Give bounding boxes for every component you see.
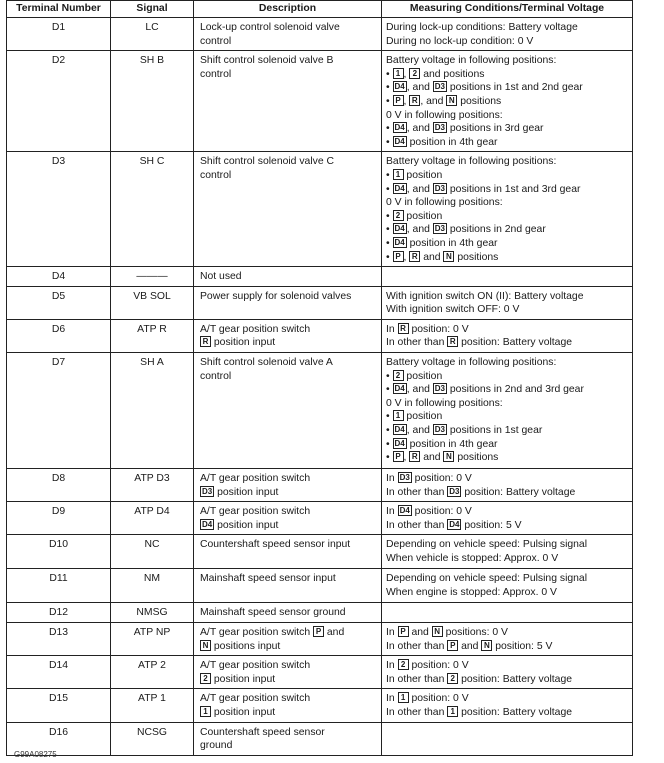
- terminal-number-cell: D15: [7, 689, 111, 722]
- position-symbol-icon: D4: [399, 506, 410, 516]
- position-symbol-icon: 1: [447, 706, 458, 717]
- signal-cell: ATP R: [111, 319, 194, 352]
- description-line: Mainshaft speed sensor input: [200, 573, 336, 585]
- condition-line: • D4 , and D3 positions in 2nd and 3rd gear: [386, 384, 584, 396]
- description-line: Mainshaft speed sensor ground: [200, 607, 346, 619]
- position-symbol-icon: D3: [434, 425, 445, 435]
- description-line: Shift control solenoid valve A: [200, 357, 333, 369]
- position-symbol-icon: D3: [434, 123, 445, 133]
- condition-line: When engine is stopped: Approx. 0 V: [386, 587, 557, 599]
- terminal-number-cell: D14: [7, 656, 111, 689]
- condition-line: During lock-up conditions: Battery voltage: [386, 22, 578, 33]
- table-row: [7, 51, 633, 152]
- position-symbol-icon: P: [398, 626, 409, 637]
- position-symbol-icon: 1: [393, 68, 404, 79]
- table-row: [7, 722, 633, 755]
- position-symbol-icon: D4: [202, 519, 213, 529]
- table-row: [7, 603, 633, 623]
- table-row: [7, 569, 633, 603]
- table-row: [7, 502, 633, 535]
- condition-line: In other than P and N position: 5 V: [386, 640, 553, 652]
- description-line: control: [200, 370, 232, 382]
- signal-cell: ATP 1: [111, 689, 194, 722]
- conditions-cell: [382, 267, 633, 287]
- description-line: 1 position input: [200, 706, 377, 720]
- terminal-number-cell: D2: [7, 51, 111, 152]
- position-symbol-icon: 2: [409, 68, 420, 79]
- signal-cell: ———: [111, 267, 194, 287]
- condition-line: • D4 , and D3 positions in 1st gear: [386, 425, 543, 437]
- terminal-table: [6, 0, 633, 756]
- position-symbol-icon: D3: [434, 183, 445, 193]
- table-row: [7, 18, 633, 51]
- position-symbol-icon: D4: [394, 136, 405, 146]
- conditions-cell: [382, 502, 633, 535]
- position-symbol-icon: R: [409, 95, 420, 106]
- position-symbol-icon: 1: [200, 706, 211, 717]
- condition-line: Battery voltage in following positions:: [386, 55, 557, 67]
- position-symbol-icon: D3: [399, 473, 410, 483]
- position-symbol-icon: 1: [398, 692, 409, 703]
- description-cell: [194, 319, 382, 352]
- conditions-cell: [382, 569, 633, 603]
- description-line: control: [200, 68, 232, 80]
- position-symbol-icon: D3: [434, 384, 445, 394]
- condition-line: • P , R , and N positions: [386, 95, 502, 107]
- terminal-number-cell: D6: [7, 319, 111, 352]
- signal-cell: VB SOL: [111, 286, 194, 319]
- condition-line: 0 V in following positions:: [386, 197, 503, 209]
- position-symbol-icon: P: [393, 451, 404, 462]
- position-symbol-icon: D4: [394, 438, 405, 448]
- description-line: N positions input: [200, 640, 377, 654]
- description-line: 2 position input: [200, 673, 377, 687]
- description-line: R position input: [200, 336, 377, 350]
- condition-line: In D4 position: 0 V: [386, 506, 472, 518]
- condition-line: • 1 position: [386, 411, 443, 423]
- condition-line: In 2 position: 0 V: [386, 660, 469, 672]
- description-line: A/T gear position switch: [200, 473, 311, 485]
- table-row: [7, 689, 633, 722]
- terminal-number-cell: D10: [7, 535, 111, 569]
- description-line: Countershaft speed sensor input: [200, 539, 351, 551]
- condition-line: With ignition switch ON (II): Battery voltage: [386, 290, 584, 302]
- conditions-cell: [382, 623, 633, 656]
- position-symbol-icon: D3: [449, 486, 460, 496]
- condition-line: • D4 position in 4th gear: [386, 438, 498, 450]
- header-signal: Signal: [111, 1, 194, 18]
- conditions-cell: [382, 603, 633, 623]
- condition-line: • D4 , and D3 positions in 2nd gear: [386, 224, 546, 236]
- condition-line: • 1 position: [386, 169, 443, 181]
- description-line: D3 position input: [202, 486, 279, 498]
- description-line: ground: [200, 740, 233, 752]
- description-cell: [194, 51, 382, 152]
- description-cell: [194, 502, 382, 535]
- position-symbol-icon: R: [409, 451, 420, 462]
- terminal-number-cell: D12: [7, 603, 111, 623]
- table-row: [7, 623, 633, 656]
- condition-line: • 2 position: [386, 370, 443, 382]
- position-symbol-icon: P: [447, 640, 458, 651]
- position-symbol-icon: D4: [394, 425, 405, 435]
- description-cell: [194, 656, 382, 689]
- signal-cell: NCSG: [111, 722, 194, 755]
- signal-cell: ATP 2: [111, 656, 194, 689]
- condition-line: Depending on vehicle speed: Pulsing signal: [386, 539, 588, 551]
- condition-line: In other than R position: Battery voltage: [386, 337, 573, 349]
- conditions-cell: [382, 51, 633, 152]
- position-symbol-icon: D3: [434, 82, 445, 92]
- signal-cell: NMSG: [111, 603, 194, 623]
- description-line: control: [200, 35, 232, 47]
- description-line: Not used: [200, 271, 242, 283]
- position-symbol-icon: N: [481, 640, 492, 651]
- condition-line: • 1 , 2 and positions: [386, 68, 485, 80]
- signal-cell: LC: [111, 18, 194, 51]
- terminal-number-cell: D13: [7, 623, 111, 656]
- header-row: [7, 1, 633, 18]
- description-cell: [194, 535, 382, 569]
- conditions-cell: [382, 689, 633, 722]
- description-line: Countershaft speed sensor: [200, 726, 325, 738]
- conditions-cell: [382, 286, 633, 319]
- description-cell: [194, 623, 382, 656]
- position-symbol-icon: 2: [393, 210, 404, 221]
- terminal-number-cell: D5: [7, 286, 111, 319]
- condition-line: In 1 position: 0 V: [386, 693, 469, 705]
- position-symbol-icon: P: [393, 251, 404, 262]
- description-line: D4 position input: [202, 519, 279, 531]
- position-symbol-icon: 1: [393, 169, 404, 180]
- position-symbol-icon: D4: [394, 384, 405, 394]
- position-symbol-icon: 2: [447, 673, 458, 684]
- conditions-cell: [382, 18, 633, 51]
- signal-cell: SH B: [111, 51, 194, 152]
- condition-line: • D4 position in 4th gear: [386, 237, 498, 249]
- position-symbol-icon: D4: [394, 237, 405, 247]
- terminal-number-cell: D4: [7, 267, 111, 287]
- position-symbol-icon: 2: [398, 659, 409, 670]
- description-line: A/T gear position switch: [200, 660, 311, 672]
- conditions-cell: [382, 535, 633, 569]
- position-symbol-icon: N: [446, 95, 457, 106]
- condition-line: In other than D4 position: 5 V: [386, 519, 522, 531]
- condition-line: • P , R and N positions: [386, 251, 499, 263]
- conditions-cell: [382, 469, 633, 502]
- signal-cell: ATP D3: [111, 469, 194, 502]
- description-cell: [194, 722, 382, 755]
- terminal-number-cell: D8: [7, 469, 111, 502]
- position-symbol-icon: D3: [434, 224, 445, 234]
- position-symbol-icon: D4: [394, 82, 405, 92]
- header-measuring-conditions: Measuring Conditions/Terminal Voltage: [382, 1, 633, 18]
- condition-line: During no lock-up condition: 0 V: [386, 35, 534, 47]
- terminal-number-cell: D16: [7, 722, 111, 755]
- description-cell: [194, 353, 382, 469]
- condition-line: 0 V in following positions:: [386, 109, 503, 121]
- condition-line: Battery voltage in following positions:: [386, 156, 557, 168]
- condition-line: In P and N positions: 0 V: [386, 627, 508, 639]
- signal-cell: ATP D4: [111, 502, 194, 535]
- description-cell: [194, 18, 382, 51]
- description-line: Lock-up control solenoid valve: [200, 22, 340, 33]
- position-symbol-icon: D4: [394, 224, 405, 234]
- conditions-cell: [382, 722, 633, 755]
- position-symbol-icon: D3: [202, 486, 213, 496]
- position-symbol-icon: N: [443, 251, 454, 262]
- description-cell: [194, 603, 382, 623]
- description-cell: [194, 152, 382, 267]
- condition-line: • D4 , and D3 positions in 1st and 3rd gear: [386, 183, 581, 195]
- condition-line: 0 V in following positions:: [386, 397, 503, 409]
- description-line: A/T gear position switch: [200, 506, 311, 518]
- description-line: Shift control solenoid valve C: [200, 156, 334, 168]
- table-row: [7, 267, 633, 287]
- terminal-number-cell: D3: [7, 152, 111, 267]
- table-row: [7, 656, 633, 689]
- condition-line: Battery voltage in following positions:: [386, 357, 557, 369]
- table-row: [7, 535, 633, 569]
- condition-line: • D4 position in 4th gear: [386, 136, 498, 148]
- condition-line: When vehicle is stopped: Approx. 0 V: [386, 553, 559, 565]
- position-symbol-icon: N: [432, 626, 443, 637]
- position-symbol-icon: 2: [200, 673, 211, 684]
- condition-line: In other than 1 position: Battery voltage: [386, 707, 573, 718]
- conditions-cell: [382, 319, 633, 352]
- condition-line: • P , R and N positions: [386, 452, 499, 464]
- position-symbol-icon: R: [409, 251, 420, 262]
- signal-cell: SH A: [111, 353, 194, 469]
- conditions-cell: [382, 656, 633, 689]
- terminal-number-cell: D7: [7, 353, 111, 469]
- description-cell: [194, 569, 382, 603]
- position-symbol-icon: N: [200, 640, 211, 651]
- position-symbol-icon: R: [200, 336, 211, 347]
- table-row: [7, 319, 633, 352]
- description-cell: [194, 286, 382, 319]
- terminal-number-cell: D11: [7, 569, 111, 603]
- position-symbol-icon: 1: [393, 410, 404, 421]
- terminal-number-cell: D1: [7, 18, 111, 51]
- description-line: A/T gear position switch: [200, 693, 311, 705]
- description-cell: [194, 267, 382, 287]
- description-line: control: [200, 169, 232, 181]
- condition-line: In other than D3 position: Battery voltage: [386, 486, 576, 498]
- position-symbol-icon: N: [443, 451, 454, 462]
- table-row: [7, 353, 633, 469]
- signal-cell: SH C: [111, 152, 194, 267]
- condition-line: Depending on vehicle speed: Pulsing signal: [386, 573, 588, 585]
- position-symbol-icon: D4: [394, 123, 405, 133]
- signal-cell: NM: [111, 569, 194, 603]
- description-cell: [194, 469, 382, 502]
- condition-line: In D3 position: 0 V: [386, 473, 472, 485]
- table-row: [7, 286, 633, 319]
- terminal-number-cell: D9: [7, 502, 111, 535]
- description-line: A/T gear position switch: [200, 323, 311, 335]
- condition-line: In other than 2 position: Battery voltage: [386, 673, 573, 685]
- position-symbol-icon: D4: [449, 519, 460, 529]
- position-symbol-icon: 2: [393, 370, 404, 381]
- position-symbol-icon: P: [393, 95, 404, 106]
- description-line: A/T gear position switch P and: [200, 627, 345, 639]
- condition-line: • 2 position: [386, 210, 443, 222]
- position-symbol-icon: R: [398, 323, 409, 334]
- condition-line: In R position: 0 V: [386, 323, 469, 335]
- condition-line: • D4 , and D3 positions in 1st and 2nd gear: [386, 82, 583, 94]
- header-description: Description: [194, 1, 382, 18]
- table-row: [7, 152, 633, 267]
- description-line: Power supply for solenoid valves: [200, 290, 352, 302]
- position-symbol-icon: R: [447, 336, 458, 347]
- conditions-cell: [382, 353, 633, 469]
- table-row: [7, 469, 633, 502]
- condition-line: • D4 , and D3 positions in 3rd gear: [386, 123, 544, 135]
- description-cell: [194, 689, 382, 722]
- position-symbol-icon: P: [313, 626, 324, 637]
- figure-code: G99A08275: [14, 750, 57, 759]
- signal-cell: ATP NP: [111, 623, 194, 656]
- condition-line: With ignition switch OFF: 0 V: [386, 304, 520, 316]
- description-line: Shift control solenoid valve B: [200, 55, 334, 67]
- position-symbol-icon: D4: [394, 183, 405, 193]
- signal-cell: NC: [111, 535, 194, 569]
- conditions-cell: [382, 152, 633, 267]
- header-terminal-number: Terminal Number: [7, 1, 111, 18]
